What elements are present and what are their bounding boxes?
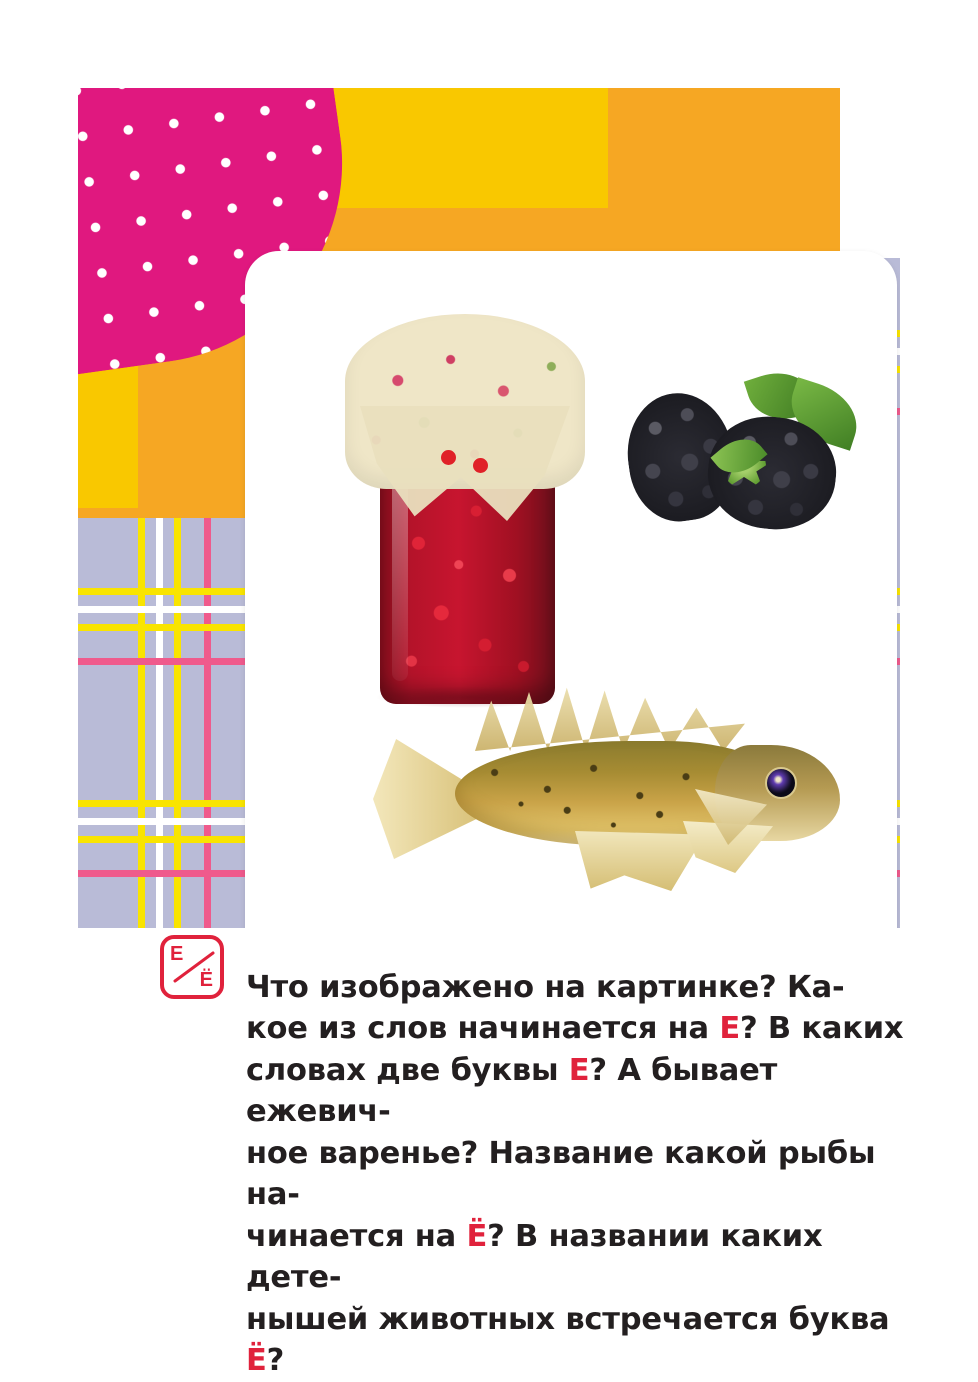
bead — [441, 450, 456, 465]
question-line — [246, 1008, 906, 1049]
question-text-run: кое из слов начинается на — [246, 1011, 720, 1047]
question-text-run: ? В названии каких дете- — [246, 1218, 823, 1296]
question-text-run: ? В каких — [739, 1011, 904, 1047]
badge-letter-bottom: Ё — [199, 969, 213, 991]
highlighted-letter: Ё — [246, 1343, 267, 1379]
question-text-run: словах две буквы — [246, 1052, 569, 1088]
question-text-run: чинается на — [246, 1218, 467, 1254]
yellow-shape-top — [308, 88, 608, 208]
question-line — [246, 1299, 906, 1382]
highlighted-letter: Ё — [466, 1218, 488, 1254]
question-text-run: Что изображено на картинке? Ка- — [246, 970, 845, 1005]
question-text-run: нышей животных встречается буква — [246, 1301, 890, 1337]
highlighted-letter: Е — [719, 1011, 740, 1047]
question-text-run: ное варенье? Название какой рыбы на- — [246, 1135, 876, 1213]
decorative-collage — [78, 88, 900, 928]
fish-eye — [765, 767, 797, 799]
question-line — [246, 1050, 906, 1133]
question-line — [246, 1216, 906, 1299]
badge-letter-top: Е — [170, 943, 184, 965]
bead — [473, 458, 488, 473]
question-line — [246, 1133, 906, 1216]
question-text-run: ? А бывает ежевич- — [246, 1052, 778, 1130]
question-line — [246, 967, 906, 1008]
jar-of-jam-image — [315, 286, 605, 716]
question-text — [246, 967, 906, 1382]
badge-inner — [169, 944, 215, 990]
letter-badge-e-yo — [160, 935, 224, 999]
fish-dorsal-fin — [475, 679, 745, 751]
highlighted-letter: Е — [568, 1052, 590, 1088]
ruffe-fish-image — [365, 671, 865, 901]
question-text-run: ? — [266, 1343, 285, 1379]
jar-string-with-beads — [435, 436, 515, 496]
fish-anal-fin — [575, 831, 705, 891]
blackberries-image — [620, 371, 860, 561]
photo-card — [245, 251, 897, 928]
